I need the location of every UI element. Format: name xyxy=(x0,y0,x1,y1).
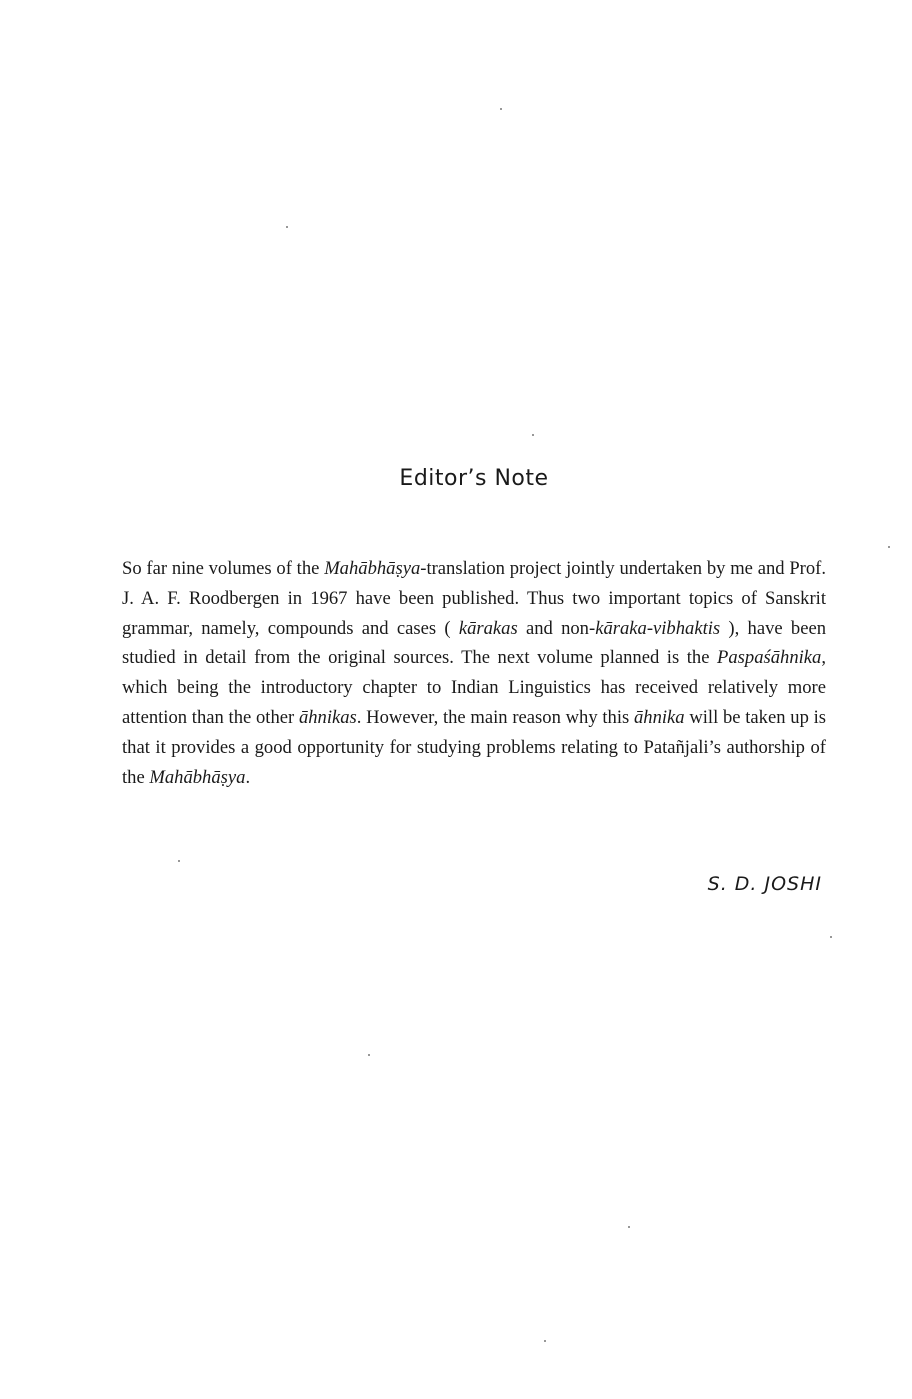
scan-speck xyxy=(830,936,832,938)
italic-term: Mahābhāṣya xyxy=(324,558,421,579)
text-segment: , which being the introductory chapter to Indian Linguistics has received relatively more attention than the other xyxy=(122,647,826,728)
scan-speck xyxy=(286,226,288,228)
scan-speck xyxy=(628,1226,630,1228)
scan-speck xyxy=(544,1340,546,1342)
italic-term: āhnikas xyxy=(298,706,357,728)
scan-speck xyxy=(178,860,180,862)
text-segment: -translation project jointly undertaken by me and Prof. J. A. F. Roodbergen in 1967 have been published. Thus two important topics of Sanskrit grammar, namely, compounds and cases ( xyxy=(122,558,826,639)
scan-speck xyxy=(500,108,502,110)
text-segment: . However, the main reason why this xyxy=(356,706,634,728)
text-segment: and non- xyxy=(517,617,596,639)
page-title: Editor’s Note xyxy=(399,466,549,491)
scan-speck xyxy=(532,434,534,436)
text-segment: ), have been studied in detail from the original sources. The next volume planned is the xyxy=(122,617,827,669)
italic-term: Paspaśāhnika xyxy=(717,647,822,669)
text-segment: So far nine volumes of the xyxy=(122,558,325,579)
scan-speck xyxy=(368,1054,370,1056)
italic-term: Mahābhāṣya xyxy=(149,766,246,788)
italic-term: āhnika xyxy=(633,706,685,728)
editor-signature: S. D. JOSHI xyxy=(707,873,822,895)
editors-note-paragraph xyxy=(122,554,826,792)
text-segment: . xyxy=(245,766,251,788)
text-segment: will be taken up is that it provides a good opportunity for studying problems relating to Patañjali’s authorship of the xyxy=(122,706,827,788)
scan-speck xyxy=(888,546,890,548)
italic-term: kāraka-vibhaktis xyxy=(595,617,721,639)
italic-term: kārakas xyxy=(458,617,518,639)
